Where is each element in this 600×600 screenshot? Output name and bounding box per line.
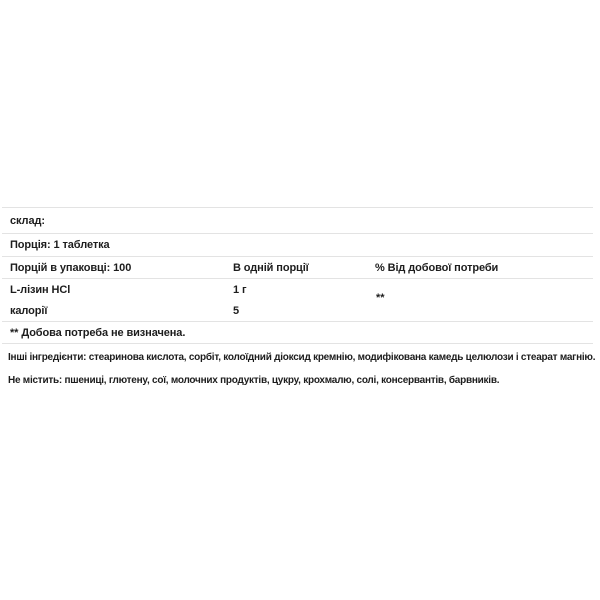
nutrient-name: калорії — [10, 304, 48, 317]
composition-title: склад: — [10, 214, 45, 227]
divider — [2, 343, 593, 344]
daily-value-footnote: ** Добова потреба не визначена. — [10, 326, 186, 339]
serving-size-row — [0, 234, 600, 256]
composition-title-row — [0, 208, 600, 233]
nutrient-amount: 1 г — [233, 283, 247, 296]
nutrient-rows — [0, 279, 600, 321]
free-from-note: Не містить: пшениці, глютену, сої, молочних продуктів, цукру, крохмалю, солі, консервантів, барвників. — [8, 375, 500, 386]
other-ingredients-note: Інші інгредієнти: стеаринова кислота, сорбіт, колоїдний діоксид кремнію, модифікована камедь целюлози і стеарат магнію. — [8, 352, 596, 363]
column-header-daily-value: % Від добової потреби — [375, 261, 499, 274]
footnote-row — [0, 322, 600, 343]
nutrient-name: L-лізин HCl — [10, 283, 71, 296]
column-header-per-serving: В одній порції — [233, 261, 309, 274]
ingredient-notes — [0, 352, 600, 387]
serving-size: Порція: 1 таблетка — [10, 239, 110, 251]
nutrient-amount: 5 — [233, 304, 240, 317]
servings-per-pack: Порцій в упаковці: 100 — [10, 261, 132, 274]
daily-value-asterisks: ** — [376, 292, 385, 304]
nutrient-row — [0, 279, 600, 300]
table-header-row — [0, 257, 600, 278]
nutrient-row — [0, 300, 600, 321]
supplement-facts-table — [0, 207, 600, 387]
